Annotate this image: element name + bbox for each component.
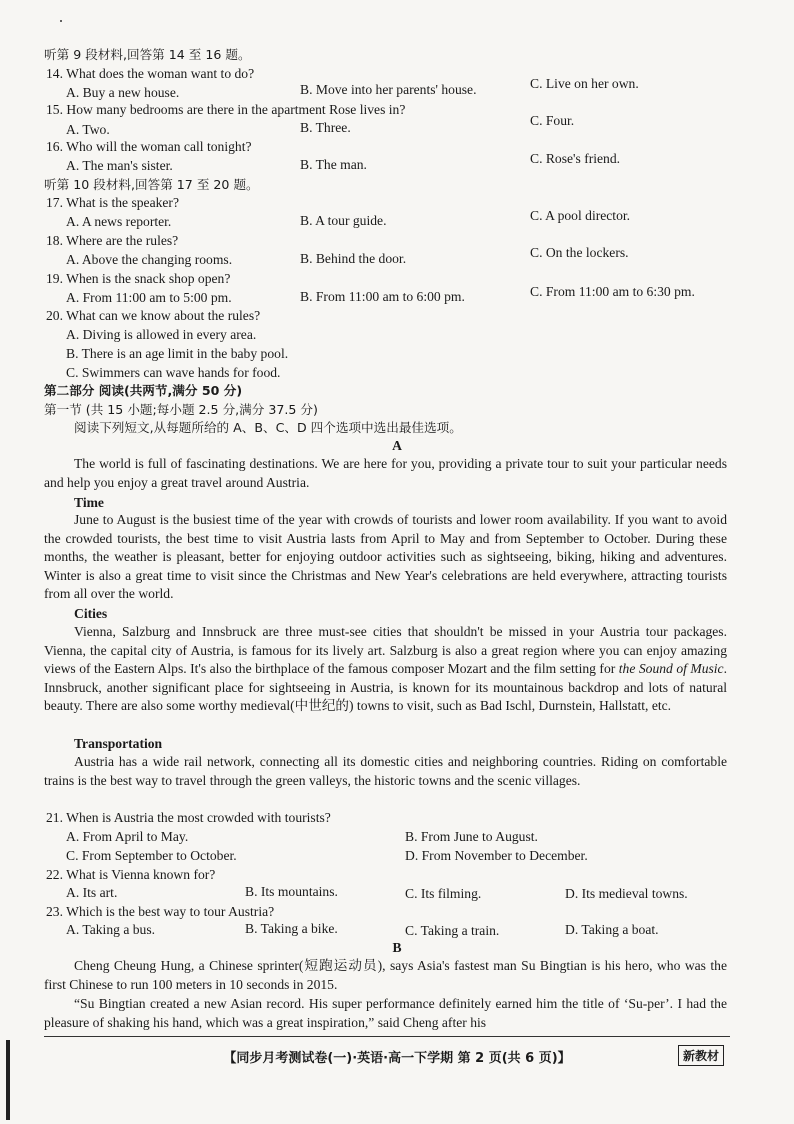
reading-part-title: 第二部分 阅读(共两节,满分 50 分): [44, 383, 243, 398]
q23-option-c[interactable]: C. Taking a train.: [405, 923, 500, 938]
q22-option-c[interactable]: C. Its filming.: [405, 886, 482, 901]
question-18: 18. Where are the rules?: [46, 233, 179, 248]
reading-section-title: 第一节 (共 15 小题;每小题 2.5 分,满分 37.5 分): [44, 402, 318, 417]
q15-option-b[interactable]: B. Three.: [300, 120, 351, 135]
q22-option-a[interactable]: A. Its art.: [66, 885, 118, 900]
q23-option-d[interactable]: D. Taking a boat.: [565, 922, 659, 937]
q16-option-c[interactable]: C. Rose's friend.: [530, 151, 621, 166]
q22-option-b[interactable]: B. Its mountains.: [245, 884, 338, 899]
time-heading: Time: [74, 495, 104, 510]
passage-b-label: B: [392, 940, 402, 955]
question-15: 15. How many bedrooms are there in the apartment Rose lives in?: [46, 102, 406, 117]
question-19: 19. When is the snack shop open?: [46, 271, 231, 286]
transportation-paragraph: Austria has a wide rail network, connecting all its domestic cities and neighboring countries. Riding on comfortable trains is the best way to travel through the green valleys, the historic towns and the scenic villages.: [44, 754, 727, 788]
q21-option-c[interactable]: C. From September to October.: [66, 848, 237, 863]
question-20: 20. What can we know about the rules?: [46, 308, 261, 323]
q14-option-c[interactable]: C. Live on her own.: [530, 76, 639, 91]
section9-intro: 听第 9 段材料,回答第 14 至 16 题。: [44, 47, 251, 62]
passage-a-label: A: [392, 438, 402, 453]
page-footer: 【同步月考测试卷(一)·英语·高一下学期 第 2 页(共 6 页)】: [223, 1051, 571, 1066]
q19-option-a[interactable]: A. From 11:00 am to 5:00 pm.: [66, 290, 232, 305]
question-21: 21. When is Austria the most crowded with tourists?: [46, 810, 331, 825]
q19-option-b[interactable]: B. From 11:00 am to 6:00 pm.: [300, 289, 465, 304]
cities-paragraph: [44, 623, 727, 716]
q21-option-b[interactable]: B. From June to August.: [405, 829, 538, 844]
cities-film-title: the Sound of Music: [618, 661, 724, 677]
q23-option-b[interactable]: B. Taking a bike.: [245, 921, 338, 936]
q20-option-a[interactable]: A. Diving is allowed in every area.: [66, 327, 257, 342]
time-paragraph: June to August is the busiest time of the year with crowds of tourists and lower room availability. If you want to avoid the crowded tourists, the best time to visit Austria lasts from April to May and from September to October. During these months, the weather is pleasant, better for enjoying outdoor activities such as sightseeing, biking, hiking and adventures. Winter is also a great time to visit since the Christmas and New Year's celebrations are held everywhere, attracting tourists from all over the world.: [44, 512, 727, 602]
q21-option-a[interactable]: A. From April to May.: [66, 829, 189, 844]
question-22: 22. What is Vienna known for?: [46, 867, 216, 882]
question-14: 14. What does the woman want to do?: [46, 66, 255, 81]
q21-option-d[interactable]: D. From November to December.: [405, 848, 588, 863]
question-16: 16. Who will the woman call tonight?: [46, 139, 252, 154]
q16-option-b[interactable]: B. The man.: [300, 157, 367, 172]
q23-option-a[interactable]: A. Taking a bus.: [66, 922, 156, 937]
cities-text-2: . Innsbruck, another significant place for sightseeing in Austria, is known for its mountainous backdrop and lots of natural beauty. There are also some worthy medieval(中世纪的) towns to visit, such as Bad Ischl, Durnstein, Hallstatt, etc.: [44, 661, 727, 714]
scan-edge-mark: [6, 1040, 10, 1120]
passage-b-paragraph-2: “Su Bingtian created a new Asian record. His super performance definitely earned him the title of ‘Su-per’. I had the pleasure of shaking his hand, which was a great inspiration,” said Cheng after his: [44, 996, 727, 1030]
q20-option-c[interactable]: C. Swimmers can wave hands for food.: [66, 365, 281, 380]
section10-intro: 听第 10 段材料,回答第 17 至 20 题。: [44, 177, 259, 192]
q19-option-c[interactable]: C. From 11:00 am to 6:30 pm.: [530, 284, 695, 299]
cities-heading: Cities: [74, 606, 108, 621]
q17-option-b[interactable]: B. A tour guide.: [300, 213, 387, 228]
footer-divider: [44, 1036, 730, 1037]
transportation-heading: Transportation: [74, 736, 163, 751]
q17-option-a[interactable]: A. A news reporter.: [66, 214, 172, 229]
cities-text-1: Vienna, Salzburg and Innsbruck are three must-see cities that shouldn't be missed in your Austria tour packages. Vienna, the capital city of Austria, is famous for its lively art. Salzburg is also a great region where you can enjoy amazing views of the Eastern Alps. It's also the birthplace of the famous composer Mozart and the film setting for: [44, 624, 727, 677]
q22-option-d[interactable]: D. Its medieval towns.: [565, 886, 688, 901]
passage-a-intro: The world is full of fascinating destinations. We are here for you, providing a private tour to suit your particular needs and help you enjoy a great travel around Austria.: [44, 456, 727, 490]
q18-option-b[interactable]: B. Behind the door.: [300, 251, 407, 266]
q17-option-c[interactable]: C. A pool director.: [530, 208, 631, 223]
scan-speck: [60, 20, 62, 22]
question-17: 17. What is the speaker?: [46, 195, 179, 210]
q18-option-a[interactable]: A. Above the changing rooms.: [66, 252, 233, 267]
new-textbook-badge: 新教材: [678, 1045, 724, 1066]
q14-option-a[interactable]: A. Buy a new house.: [66, 85, 180, 100]
reading-instruction: 阅读下列短文,从每题所给的 A、B、C、D 四个选项中选出最佳选项。: [74, 420, 462, 435]
question-23: 23. Which is the best way to tour Austria?: [46, 904, 275, 919]
q18-option-c[interactable]: C. On the lockers.: [530, 245, 629, 260]
q14-option-b[interactable]: B. Move into her parents' house.: [300, 82, 477, 97]
q15-option-c[interactable]: C. Four.: [530, 113, 575, 128]
q15-option-a[interactable]: A. Two.: [66, 122, 110, 137]
passage-b-paragraph-1: Cheng Cheung Hung, a Chinese sprinter(短跑运动员), says Asia's fastest man Su Bingtian is his hero, who was the first Chinese to run 100 meters in 10 seconds in 2015.: [44, 958, 727, 992]
q16-option-a[interactable]: A. The man's sister.: [66, 158, 173, 173]
q20-option-b[interactable]: B. There is an age limit in the baby pool.: [66, 346, 289, 361]
